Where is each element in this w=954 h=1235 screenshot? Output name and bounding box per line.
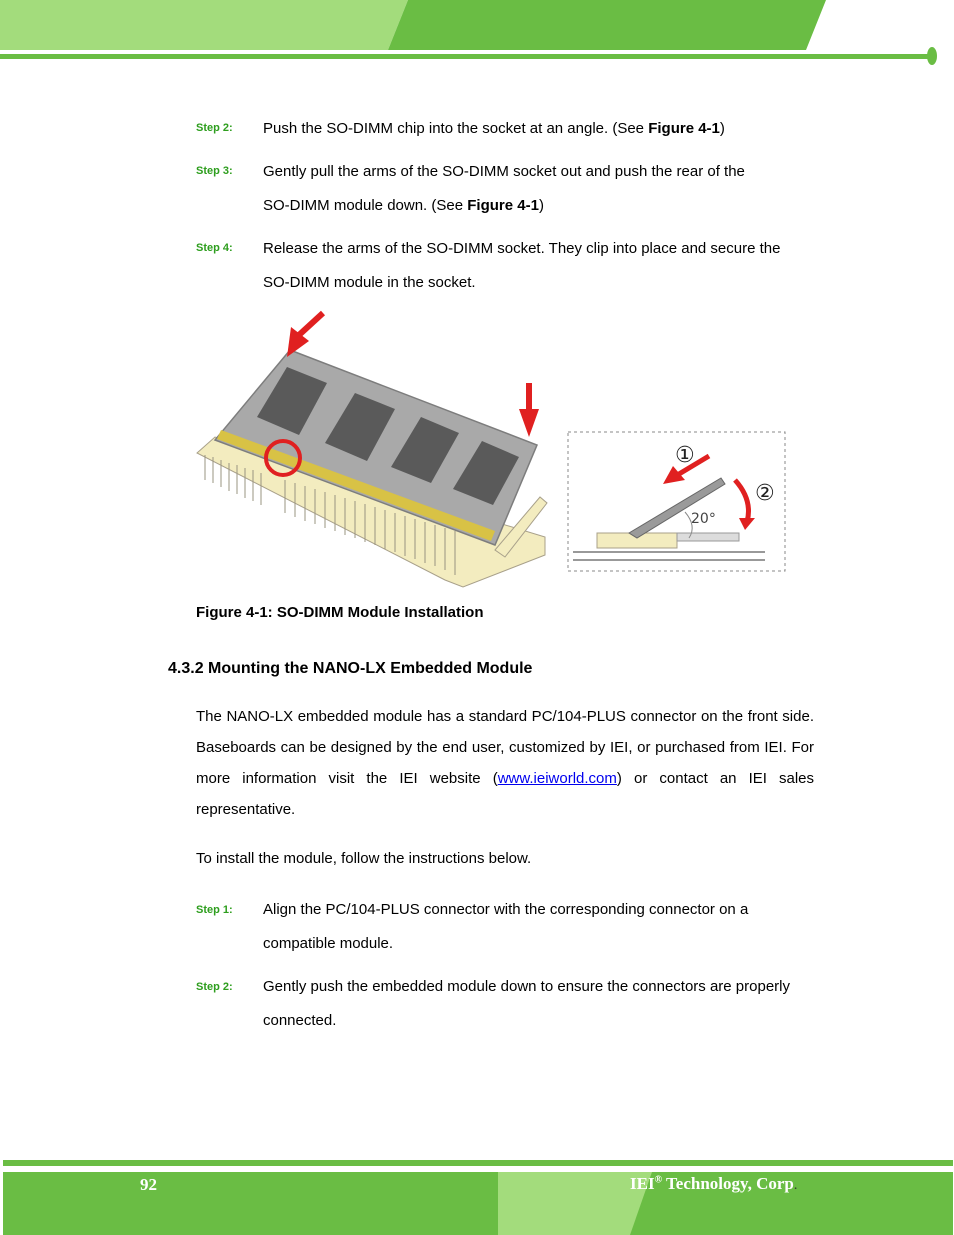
step-text [263,893,748,961]
step-text [263,232,780,300]
sodimm-illustration [195,305,555,590]
angle-inset-diagram [567,430,787,575]
company-name-part: IEI [630,1174,655,1193]
step-text-line: SO-DIMM module in the socket. [263,274,476,291]
footer-banner [0,1158,954,1235]
step-text-line: compatible module. [263,935,394,952]
step-text-part: SO-DIMM module down. (See [263,197,468,214]
registered-mark: ® [654,1174,663,1186]
paragraph-text: The NANO-LX embedded module has a standard PC/104-PLUS connector on the front side. Baseboards can be designed by the end user, customized by IEI, or purchased from IEI. For more information visit the IEI website ( [196,708,814,787]
figure-reference: Figure 4-1 [648,120,720,137]
company-name-part: . [793,1178,798,1193]
step-label: Step 4: [196,242,233,254]
figure-caption: Figure 4-1: SO-DIMM Module Installation [196,604,484,621]
step-text-line: connected. [263,1012,337,1029]
company-name-part: Technology, Corp [662,1174,794,1193]
figure-reference: Figure 4-1 [467,197,539,214]
step-marker-1: ① [675,443,695,468]
step-text-part: ) [719,120,725,137]
step-text-part: ) [538,197,544,214]
step-text-line [263,189,745,223]
step-label: Step 3: [196,165,233,177]
angle-label: 20° [691,511,716,527]
step-text-line: Align the PC/104-PLUS connector with the corresponding connector on a [263,901,749,918]
paragraph-text: ) or contact an IEI sales representative. [196,770,815,818]
company-name [630,1174,797,1194]
page-number: 92 [140,1175,157,1194]
paragraph: To install the module, follow the instructions below. [196,850,532,867]
step-text-line: Gently push the embedded module down to ensure the connectors are properly [263,978,790,995]
step-label: Step 2: [196,981,233,993]
step-label: Step 1: [196,904,233,916]
ieiworld-link[interactable]: www.ieiworld.com [497,770,617,787]
step-text-part: Push the SO-DIMM chip into the socket at an angle. (See [263,120,649,137]
step-marker-2: ② [755,481,775,506]
section-heading: 4.3.2 Mounting the NANO-LX Embedded Module [168,660,533,677]
step-text [263,970,790,1038]
step-text [263,155,745,223]
step-text-line: Gently pull the arms of the SO-DIMM socket out and push the rear of the [263,163,745,180]
paragraph [196,701,814,825]
header-banner [0,0,954,70]
step-text-line: Release the arms of the SO-DIMM socket. They clip into place and secure the [263,240,781,257]
step-text [263,112,725,146]
step-label: Step 2: [196,122,233,134]
